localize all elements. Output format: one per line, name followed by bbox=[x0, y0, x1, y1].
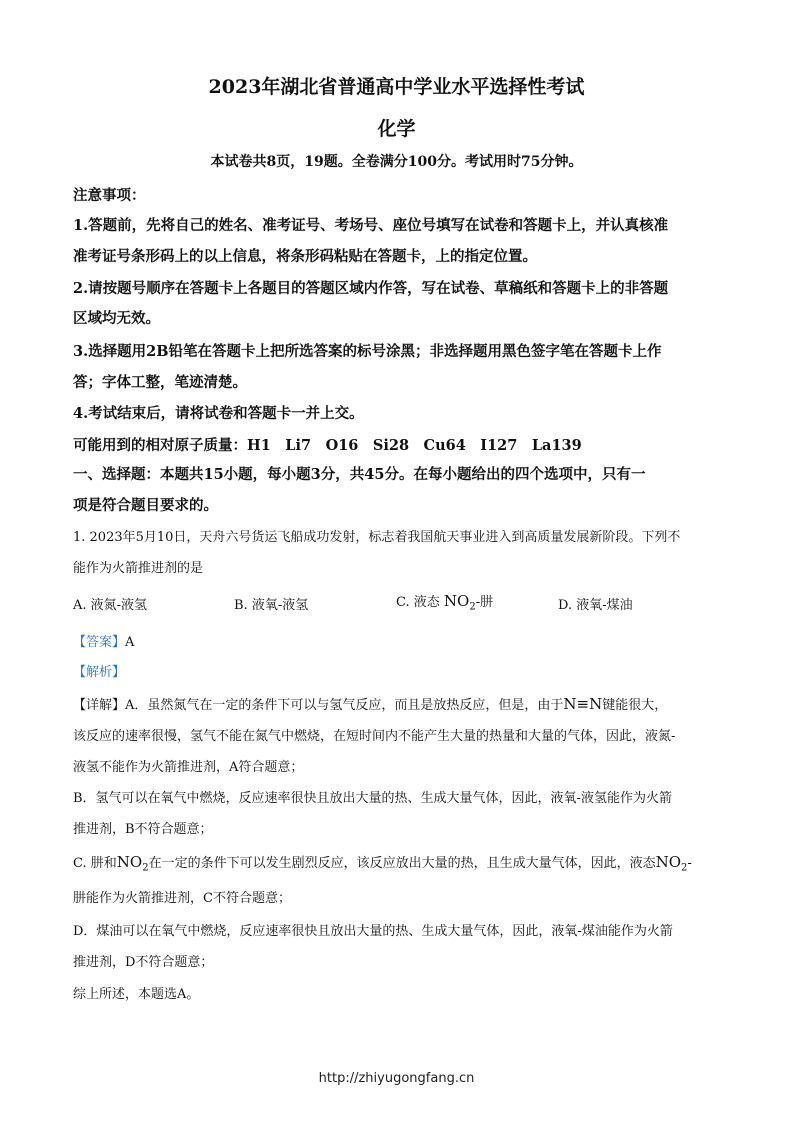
option-b: B. 液氧-液氢 bbox=[234, 598, 309, 613]
answer-line bbox=[73, 631, 134, 650]
detail-d-line-2: 推进剂，D不符合题意； bbox=[73, 955, 214, 970]
note-3-line-1: 3.选择题用2B铅笔在答题卡上把所选答案的标号涂黑；非选择题用黑色签字笔在答题卡上作 bbox=[73, 343, 662, 360]
option-a: A. 液氮-液氢 bbox=[73, 598, 148, 613]
option-c-suffix: -肼 bbox=[475, 595, 494, 610]
exam-subject: 化学 bbox=[377, 118, 416, 140]
option-d: D. 液氧-煤油 bbox=[558, 598, 633, 613]
note-2-line-2: 区域均无效。 bbox=[73, 310, 160, 327]
detail-c-formula: NO bbox=[116, 853, 143, 871]
footer-url[interactable]: http://zhiyugongfang.cn bbox=[318, 1071, 475, 1086]
section-heading-line-1: 一、选择题：本题共15小题，每小题3分，共45分。在每小题给出的四个选项中，只有一 bbox=[73, 466, 646, 483]
exam-info: 本试卷共8页，19题。全卷满分100分。考试用时75分钟。 bbox=[210, 154, 583, 170]
notes-heading: 注意事项： bbox=[73, 187, 146, 204]
option-c-prefix: C. 液态 bbox=[396, 595, 440, 610]
detail-d-line-1: D．煤油可以在氧气中燃烧，反应速率很快且放出大量的热、生成大量气体，因此，液氧-煤油能作为火箭 bbox=[73, 924, 673, 939]
detail-c-end: - bbox=[687, 856, 692, 871]
question-1-line-2: 能作为火箭推进剂的是 bbox=[73, 561, 204, 576]
note-2-line-1: 2.请按题号顺序在答题卡上各题目的答题区域内作答，写在试卷、草稿纸和答题卡上的非答题 bbox=[73, 280, 669, 297]
option-c bbox=[396, 591, 493, 613]
detail-a-line-3: 液氢不能作为火箭推进剂，A符合题意； bbox=[73, 760, 304, 775]
option-c-subscript: 2 bbox=[469, 601, 476, 613]
summary-line: 综上所述，本题选A。 bbox=[73, 987, 200, 1002]
option-c-formula: NO bbox=[443, 592, 470, 610]
detail-c-formula-2: NO bbox=[655, 853, 682, 871]
question-1-line-1: 1. 2023年5月10日，天舟六号货运飞船成功发射，标志着我国航天事业进入到高质量发展新阶段。下列不 bbox=[73, 530, 681, 545]
analysis-label: 【解析】 bbox=[73, 665, 126, 680]
answer-label: 【答案】 bbox=[73, 635, 126, 650]
exam-title: 2023年湖北省普通高中学业水平选择性考试 bbox=[208, 76, 585, 98]
detail-a-line-1 bbox=[73, 694, 667, 713]
detail-a-text: 【详解】A．虽然氮气在一定的条件下可以与氢气反应，而且是放热反应，但是，由于 bbox=[73, 698, 564, 713]
detail-c-middle: 在一定的条件下可以发生剧烈反应，该反应放出大量的热，且生成大量气体，因此，液态 bbox=[148, 856, 656, 871]
note-1-line-1: 1.答题前，先将自己的姓名、准考证号、考场号、座位号填写在试卷和答题卡上，并认真核准 bbox=[73, 217, 669, 234]
detail-c-line-2: 肼能作为火箭推进剂，C不符合题意； bbox=[73, 891, 291, 906]
section-heading-line-2: 项是符合题目要求的。 bbox=[73, 497, 218, 514]
detail-a-line-2: 该反应的速率很慢，氢气不能在氮气中燃烧，在短时间内不能产生大量的热量和大量的气体，因此，液氮- bbox=[73, 729, 676, 744]
note-3-line-2: 答；字体工整，笔迹清楚。 bbox=[73, 374, 247, 391]
answer-value: A bbox=[125, 635, 135, 650]
detail-b-line-2: 推进剂，B不符合题意； bbox=[73, 822, 213, 837]
note-1-line-2: 准考证号条形码上的以上信息，将条形码粘贴在答题卡，上的指定位置。 bbox=[73, 248, 537, 265]
detail-c-line-1 bbox=[73, 852, 692, 874]
detail-b-line-1: B．氢气可以在氧气中燃烧，反应速率很快且放出大量的热、生成大量气体，因此，液氧-液氢能作为火箭 bbox=[73, 791, 672, 806]
detail-a-suffix: 键能很大， bbox=[602, 698, 668, 713]
note-4: 4.考试结束后，请将试卷和答题卡一并上交。 bbox=[73, 405, 364, 422]
detail-c-subscript: 2 bbox=[142, 862, 149, 874]
detail-a-formula: N≡N bbox=[563, 695, 603, 713]
atomic-mass-line: 可能用到的相对原子质量：H1 Li7 O16 Si28 Cu64 I127 La139 bbox=[73, 437, 582, 454]
detail-c-prefix: C. 肼和 bbox=[73, 856, 117, 871]
detail-c-subscript-2: 2 bbox=[681, 862, 688, 874]
